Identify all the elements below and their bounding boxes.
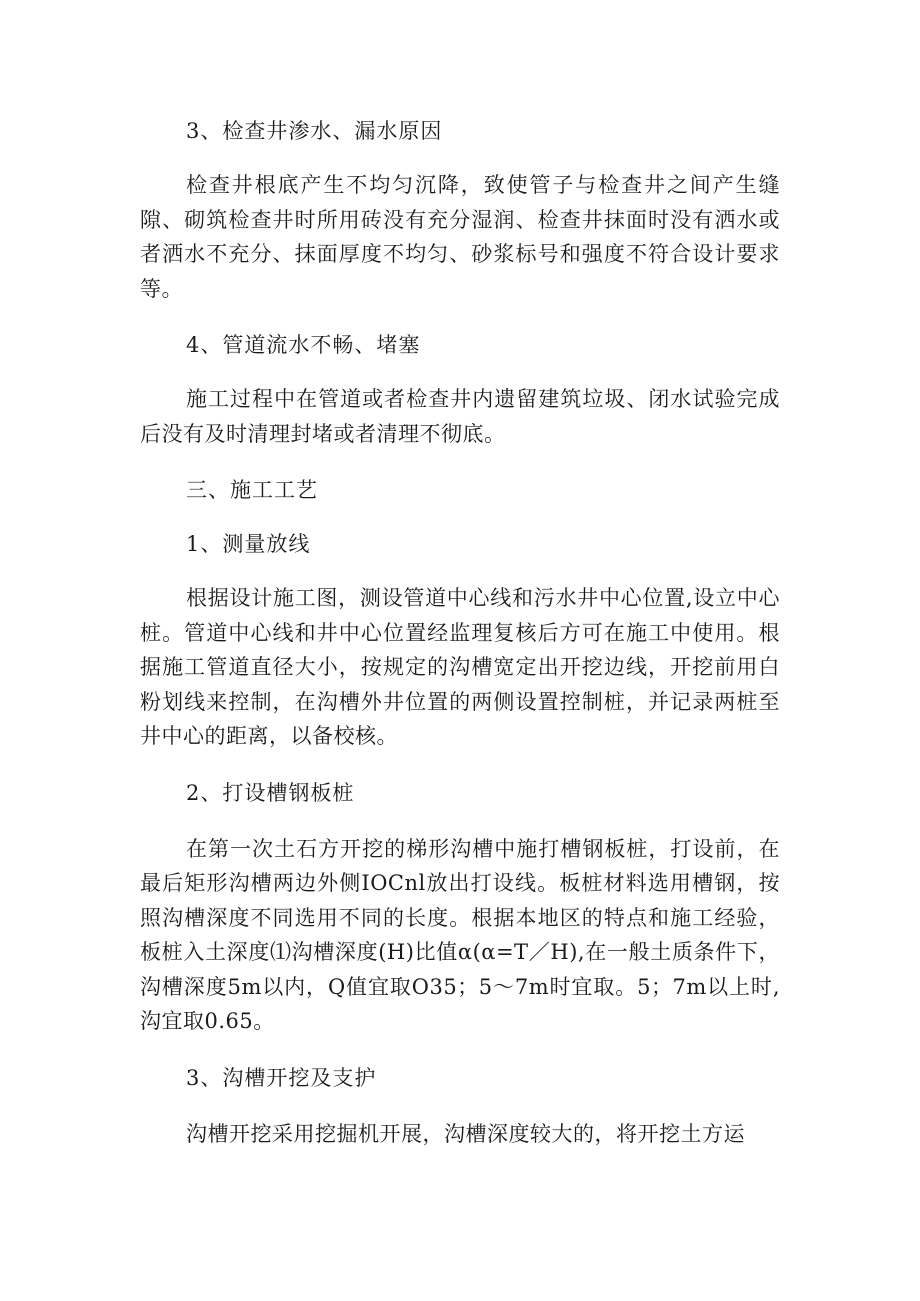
section-heading-survey-layout: 1、测量放线 bbox=[186, 532, 311, 556]
paragraph-pipe-flow-blockage-causes: 施工过程中在管道或者检查井内遗留建筑垃圾、闭水试验完成后没有及时清理封堵或者清理不彻底。 bbox=[140, 387, 780, 446]
section-heading-trench-excavation: 3、沟槽开挖及支护 bbox=[186, 1065, 377, 1090]
paragraph-trench-excavation: 沟槽开挖采用挖掘机开展，沟槽深度较大的，将开挖土方运 bbox=[186, 1121, 745, 1146]
chapter-heading-construction-process: 三、施工工艺 bbox=[186, 478, 318, 502]
section-heading-pipe-flow-blockage: 4、管道流水不畅、堵塞 bbox=[186, 333, 421, 357]
paragraph-survey-layout: 根据设计施工图，测设管道中心线和污水井中心位置,设立中心桩。管道中心线和井中心位置经监理复核后方可在施工中使用。根据施工管道直径大小，按规定的沟槽宽定出开挖边线，开挖前用白粉划线来控制，在沟槽外井位置的两侧设置控制桩，并记录两桩至井中心的距离，以备校核。 bbox=[140, 586, 780, 748]
paragraph-sheet-piles: 在第一次土石方开挖的梯形沟槽中施打槽钢板桩，打设前，在最后矩形沟槽两边外侧IOCnl放出打设线。板桩材料选用槽钢，按照沟槽深度不同选用不同的长度。根据本地区的特点和施工经验，板桩入土深度⑴沟槽深度(H)比值α(α=T／H),在一般土质条件下，沟槽深度5m以内，Q值宜取O35；5～7m时宜取。5；7m以上时,沟宜取0.65。 bbox=[140, 836, 780, 1033]
document-body bbox=[140, 114, 780, 1151]
paragraph-inspection-well-leak-causes: 检查井根底产生不均匀沉降，致使管子与检查井之间产生缝隙、砌筑检查井时所用砖没有充分湿润、检查井抹面时没有洒水或者洒水不充分、抹面厚度不均匀、砂浆标号和强度不符合设计要求等。 bbox=[140, 173, 780, 301]
section-heading-inspection-well-leak: 3、检查井渗水、漏水原因 bbox=[186, 119, 443, 143]
section-heading-sheet-piles: 2、打设槽钢板桩 bbox=[186, 780, 355, 805]
